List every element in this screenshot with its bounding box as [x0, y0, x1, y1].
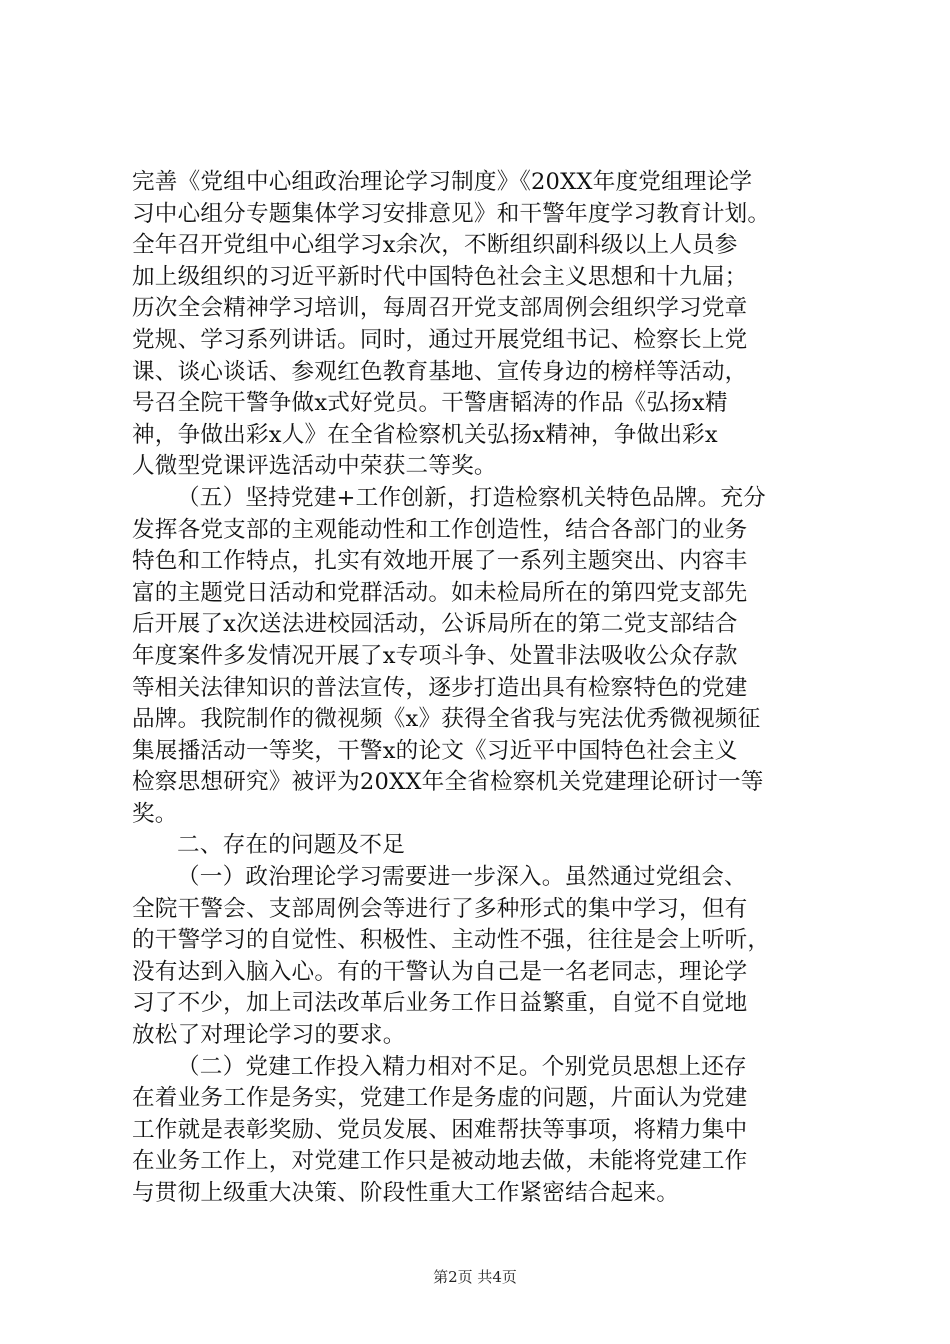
text-line: 人微型党课评选活动中荣获二等奖。: [132, 453, 497, 480]
document-body: [132, 167, 832, 1210]
subsection-heading-1: （一）政治理论学习需要进一步深入。虽然通过党组会、: [177, 864, 747, 891]
text-line: 号召全院干警争做x式好党员。干警唐韬涛的作品《弘扬x精: [132, 390, 728, 417]
page-number-footer: 第2页 共4页: [433, 1268, 517, 1286]
text-line: 的干警学习的自觉性、积极性、主动性不强，往往是会上听听，: [132, 927, 771, 954]
text-line: 与贯彻上级重大决策、阶段性重大工作紧密结合起来。: [132, 1180, 680, 1206]
text-line: 富的主题党日活动和党群活动。如未检局所在的第四党支部先: [132, 579, 748, 606]
text-line: 党规、学习系列讲话。同时，通过开展党组书记、检察长上党: [132, 326, 748, 353]
section-heading-2: 二、存在的问题及不足: [177, 832, 405, 859]
text-line: 年度案件多发情况开展了x专项斗争、处置非法吸收公众存款: [132, 642, 738, 669]
text-line: 习中心组分专题集体学习安排意见》和干警年度学习教育计划。: [132, 200, 771, 227]
text-line: 特色和工作特点，扎实有效地开展了一系列主题突出、内容丰: [132, 548, 748, 575]
text-line: 完善《党组中心组政治理论学习制度》《20XX年度党组理论学: [132, 169, 753, 195]
text-line: 课、谈心谈话、参观红色教育基地、宣传身边的榜样等活动，: [132, 358, 748, 385]
section-heading-5: （五）坚持党建+工作创新，打造检察机关特色品牌。充分: [177, 484, 766, 511]
text-line: 后开展了x次送法进校园活动，公诉局所在的第二党支部结合: [132, 611, 738, 638]
text-line: 等相关法律知识的普法宣传，逐步打造出具有检察特色的党建: [132, 674, 748, 701]
text-line: 全年召开党组中心组学习x余次，不断组织副科级以上人员参: [132, 232, 738, 259]
text-line: 历次全会精神学习培训，每周召开党支部周例会组织学习党章: [132, 295, 748, 322]
text-line: 在着业务工作是务实，党建工作是务虚的问题，片面认为党建: [132, 1085, 748, 1112]
text-line: 集展播活动一等奖，干警x的论文《习近平中国特色社会主义: [132, 737, 738, 764]
text-line: 工作就是表彰奖励、党员发展、困难帮扶等事项，将精力集中: [132, 1116, 748, 1143]
text-line: 放松了对理论学习的要求。: [132, 1022, 406, 1049]
text-line: 习了不少，加上司法改革后业务工作日益繁重，自觉不自觉地: [132, 990, 748, 1017]
text-line: 全院干警会、支部周例会等进行了多种形式的集中学习，但有: [132, 895, 748, 922]
text-line: 没有达到入脑入心。有的干警认为自己是一名老同志，理论学: [132, 958, 748, 985]
text-line: 发挥各党支部的主观能动性和工作创造性，结合各部门的业务: [132, 516, 748, 543]
text-line: 加上级组织的习近平新时代中国特色社会主义思想和十九届；: [132, 263, 748, 290]
text-line: 奖。: [132, 800, 178, 827]
text-line: 检察思想研究》被评为20XX年全省检察机关党建理论研讨一等: [132, 769, 764, 796]
text-line: 神，争做出彩x人》在全省检察机关弘扬x精神，争做出彩x: [132, 421, 718, 448]
text-line: 品牌。我院制作的微视频《x》获得全省我与宪法优秀微视频征: [132, 706, 761, 733]
text-line: 在业务工作上，对党建工作只是被动地去做，未能将党建工作: [132, 1148, 748, 1175]
subsection-heading-2: （二）党建工作投入精力相对不足。个别党员思想上还存: [177, 1053, 747, 1080]
